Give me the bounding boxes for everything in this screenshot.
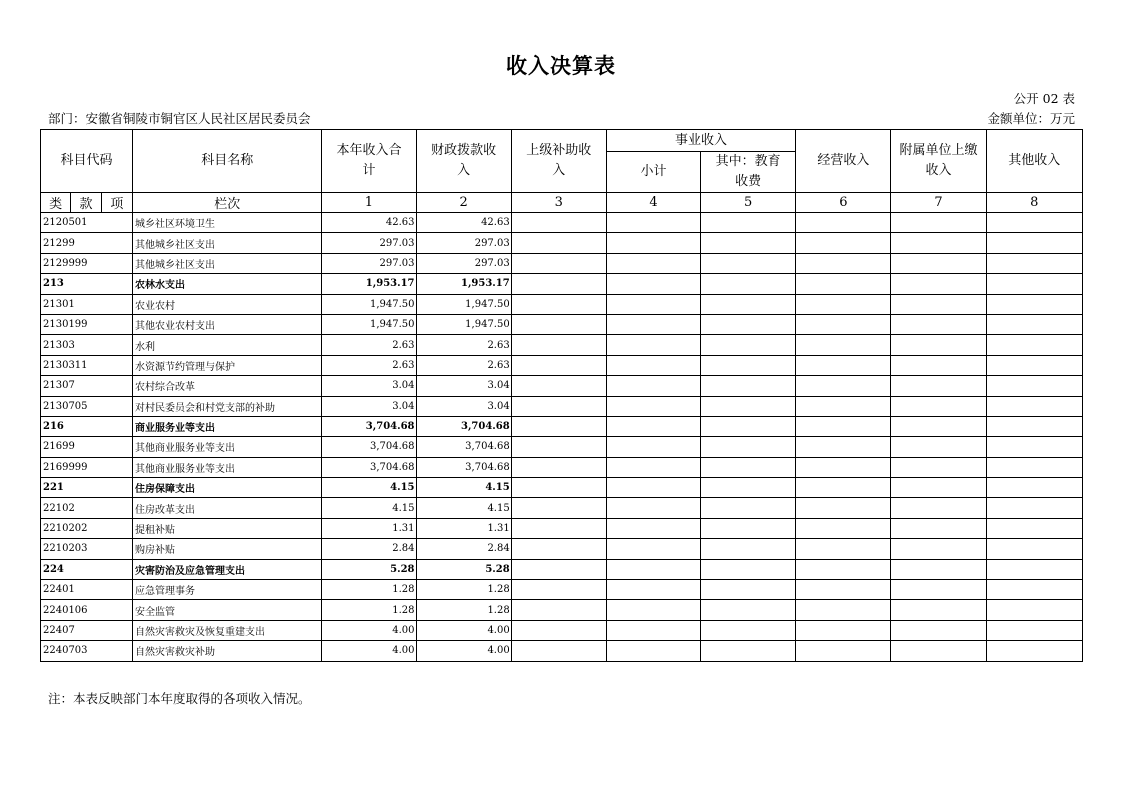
affiliated-income-cell <box>891 600 986 620</box>
superior-subsidy-cell <box>511 580 606 600</box>
total-income-cell: 1.31 <box>322 518 416 538</box>
other-income-cell <box>986 416 1082 436</box>
subject-code-cell: 213 <box>41 274 133 294</box>
education-fee-cell <box>701 213 796 233</box>
superior-subsidy-cell <box>511 314 606 334</box>
affiliated-income-cell <box>891 213 986 233</box>
total-income-cell: 4.15 <box>322 498 416 518</box>
table-row <box>41 314 1083 334</box>
subject-name-cell: 安全监管 <box>133 600 322 620</box>
header-subject-name: 科目名称 <box>133 130 322 193</box>
other-income-cell <box>986 478 1082 498</box>
operating-income-cell <box>796 213 891 233</box>
subject-name-cell: 农村综合改革 <box>133 376 322 396</box>
header-column-no: 栏次 <box>133 193 322 213</box>
business-subtotal-cell <box>606 437 700 457</box>
subject-name-cell: 其他商业服务业等支出 <box>133 457 322 477</box>
subject-name-cell: 城乡社区环境卫生 <box>133 213 322 233</box>
col-number: 1 <box>322 193 416 213</box>
other-income-cell <box>986 335 1082 355</box>
affiliated-income-cell <box>891 396 986 416</box>
fiscal-appropriation-cell: 4.00 <box>416 620 511 640</box>
affiliated-income-cell <box>891 498 986 518</box>
operating-income-cell <box>796 396 891 416</box>
total-income-cell: 5.28 <box>322 559 416 579</box>
header-fiscal-appropriation: 财政拨款收入 <box>416 130 511 193</box>
subject-code-cell: 2130705 <box>41 396 133 416</box>
superior-subsidy-cell <box>511 233 606 253</box>
total-income-cell: 1,947.50 <box>322 314 416 334</box>
affiliated-income-cell <box>891 559 986 579</box>
operating-income-cell <box>796 335 891 355</box>
superior-subsidy-cell <box>511 416 606 436</box>
business-subtotal-cell <box>606 416 700 436</box>
other-income-cell <box>986 518 1082 538</box>
education-fee-cell <box>701 314 796 334</box>
other-income-cell <box>986 274 1082 294</box>
total-income-cell: 3.04 <box>322 376 416 396</box>
income-table <box>40 129 1083 662</box>
fiscal-appropriation-cell: 3.04 <box>416 376 511 396</box>
table-row <box>41 518 1083 538</box>
subject-code-cell: 2210203 <box>41 539 133 559</box>
fiscal-appropriation-cell: 1.28 <box>416 580 511 600</box>
business-subtotal-cell <box>606 233 700 253</box>
education-fee-cell <box>701 518 796 538</box>
subject-code-cell: 2169999 <box>41 457 133 477</box>
table-row <box>41 213 1083 233</box>
col-number: 3 <box>511 193 606 213</box>
subject-name-cell: 其他农业农村支出 <box>133 314 322 334</box>
subject-code-cell: 21303 <box>41 335 133 355</box>
business-subtotal-cell <box>606 294 700 314</box>
total-income-cell: 4.00 <box>322 620 416 640</box>
affiliated-income-cell <box>891 274 986 294</box>
affiliated-income-cell <box>891 233 986 253</box>
total-income-cell: 3.04 <box>322 396 416 416</box>
affiliated-income-cell <box>891 641 986 661</box>
table-row <box>41 478 1083 498</box>
fiscal-appropriation-cell: 4.00 <box>416 641 511 661</box>
affiliated-income-cell <box>891 478 986 498</box>
header-item: 项 <box>101 193 132 213</box>
business-subtotal-cell <box>606 274 700 294</box>
business-subtotal-cell <box>606 620 700 640</box>
table-row <box>41 559 1083 579</box>
fiscal-appropriation-cell: 3,704.68 <box>416 457 511 477</box>
superior-subsidy-cell <box>511 274 606 294</box>
table-row <box>41 396 1083 416</box>
total-income-cell: 42.63 <box>322 213 416 233</box>
superior-subsidy-cell <box>511 539 606 559</box>
superior-subsidy-cell <box>511 396 606 416</box>
subject-name-cell: 自然灾害救灾补助 <box>133 641 322 661</box>
operating-income-cell <box>796 274 891 294</box>
other-income-cell <box>986 498 1082 518</box>
other-income-cell <box>986 253 1082 273</box>
header-superior-subsidy: 上级补助收入 <box>511 130 606 193</box>
fiscal-appropriation-cell: 4.15 <box>416 478 511 498</box>
affiliated-income-cell <box>891 437 986 457</box>
other-income-cell <box>986 355 1082 375</box>
education-fee-cell <box>701 457 796 477</box>
education-fee-cell <box>701 600 796 620</box>
operating-income-cell <box>796 376 891 396</box>
superior-subsidy-cell <box>511 457 606 477</box>
total-income-cell: 1.28 <box>322 580 416 600</box>
affiliated-income-cell <box>891 314 986 334</box>
other-income-cell <box>986 437 1082 457</box>
fiscal-appropriation-cell: 1,947.50 <box>416 294 511 314</box>
table-row <box>41 457 1083 477</box>
subject-name-cell: 应急管理事务 <box>133 580 322 600</box>
superior-subsidy-cell <box>511 620 606 640</box>
education-fee-cell <box>701 620 796 640</box>
subject-code-cell: 2129999 <box>41 253 133 273</box>
total-income-cell: 1.28 <box>322 600 416 620</box>
total-income-cell: 3,704.68 <box>322 437 416 457</box>
affiliated-income-cell <box>891 518 986 538</box>
total-income-cell: 3,704.68 <box>322 457 416 477</box>
operating-income-cell <box>796 580 891 600</box>
fiscal-appropriation-cell: 2.63 <box>416 355 511 375</box>
fiscal-appropriation-cell: 3.04 <box>416 396 511 416</box>
table-row <box>41 498 1083 518</box>
education-fee-cell <box>701 539 796 559</box>
header-section: 款 <box>71 193 101 213</box>
operating-income-cell <box>796 416 891 436</box>
operating-income-cell <box>796 478 891 498</box>
subject-code-cell: 2120501 <box>41 213 133 233</box>
total-income-cell: 1,953.17 <box>322 274 416 294</box>
table-row <box>41 355 1083 375</box>
page-title: 收入决算表 <box>506 54 616 78</box>
fiscal-appropriation-cell: 2.84 <box>416 539 511 559</box>
header-operating-income: 经营收入 <box>796 130 891 193</box>
education-fee-cell <box>701 335 796 355</box>
col-number: 2 <box>416 193 511 213</box>
subject-name-cell: 水资源节约管理与保护 <box>133 355 322 375</box>
table-row <box>41 437 1083 457</box>
other-income-cell <box>986 396 1082 416</box>
fiscal-appropriation-cell: 3,704.68 <box>416 437 511 457</box>
subject-code-cell: 21307 <box>41 376 133 396</box>
operating-income-cell <box>796 253 891 273</box>
fiscal-appropriation-cell: 5.28 <box>416 559 511 579</box>
fiscal-appropriation-cell: 1,947.50 <box>416 314 511 334</box>
business-subtotal-cell <box>606 355 700 375</box>
subject-code-cell: 221 <box>41 478 133 498</box>
business-subtotal-cell <box>606 213 700 233</box>
col-number: 4 <box>606 193 700 213</box>
table-row <box>41 294 1083 314</box>
affiliated-income-cell <box>891 335 986 355</box>
footnote: 注：本表反映部门本年度取得的各项收入情况。 <box>48 691 311 706</box>
operating-income-cell <box>796 314 891 334</box>
affiliated-income-cell <box>891 457 986 477</box>
superior-subsidy-cell <box>511 437 606 457</box>
subject-name-cell: 商业服务业等支出 <box>133 416 322 436</box>
fiscal-appropriation-cell: 1,953.17 <box>416 274 511 294</box>
affiliated-income-cell <box>891 253 986 273</box>
business-subtotal-cell <box>606 580 700 600</box>
subject-name-cell: 水利 <box>133 335 322 355</box>
business-subtotal-cell <box>606 559 700 579</box>
total-income-cell: 4.15 <box>322 478 416 498</box>
affiliated-income-cell <box>891 580 986 600</box>
col-number: 6 <box>796 193 891 213</box>
total-income-cell: 4.00 <box>322 641 416 661</box>
fiscal-appropriation-cell: 2.63 <box>416 335 511 355</box>
header-business-income: 事业收入 <box>606 130 795 152</box>
col-number: 8 <box>986 193 1082 213</box>
operating-income-cell <box>796 355 891 375</box>
business-subtotal-cell <box>606 396 700 416</box>
subject-code-cell: 2130311 <box>41 355 133 375</box>
total-income-cell: 297.03 <box>322 233 416 253</box>
superior-subsidy-cell <box>511 600 606 620</box>
business-subtotal-cell <box>606 478 700 498</box>
education-fee-cell <box>701 376 796 396</box>
subject-name-cell: 农林水支出 <box>133 274 322 294</box>
subject-name-cell: 对村民委员会和村党支部的补助 <box>133 396 322 416</box>
education-fee-cell <box>701 355 796 375</box>
affiliated-income-cell <box>891 294 986 314</box>
header-class: 类 <box>41 193 71 213</box>
total-income-cell: 297.03 <box>322 253 416 273</box>
subject-name-cell: 住房保障支出 <box>133 478 322 498</box>
subject-code-cell: 21301 <box>41 294 133 314</box>
total-income-cell: 2.63 <box>322 335 416 355</box>
superior-subsidy-cell <box>511 355 606 375</box>
operating-income-cell <box>796 294 891 314</box>
operating-income-cell <box>796 457 891 477</box>
subject-code-cell: 2240106 <box>41 600 133 620</box>
table-row <box>41 580 1083 600</box>
affiliated-income-cell <box>891 620 986 640</box>
operating-income-cell <box>796 539 891 559</box>
superior-subsidy-cell <box>511 518 606 538</box>
business-subtotal-cell <box>606 641 700 661</box>
education-fee-cell <box>701 437 796 457</box>
business-subtotal-cell <box>606 335 700 355</box>
subject-name-cell: 农业农村 <box>133 294 322 314</box>
other-income-cell <box>986 314 1082 334</box>
other-income-cell <box>986 641 1082 661</box>
other-income-cell <box>986 580 1082 600</box>
header-total-income: 本年收入合计 <box>322 130 416 193</box>
header-education-fee: 其中：教育收费 <box>701 152 796 193</box>
business-subtotal-cell <box>606 376 700 396</box>
fiscal-appropriation-cell: 3,704.68 <box>416 416 511 436</box>
col-number: 7 <box>891 193 986 213</box>
fiscal-appropriation-cell: 4.15 <box>416 498 511 518</box>
total-income-cell: 2.63 <box>322 355 416 375</box>
subject-code-cell: 224 <box>41 559 133 579</box>
other-income-cell <box>986 559 1082 579</box>
header-business-subtotal: 小计 <box>606 152 700 193</box>
business-subtotal-cell <box>606 314 700 334</box>
table-row <box>41 253 1083 273</box>
operating-income-cell <box>796 641 891 661</box>
subject-code-cell: 216 <box>41 416 133 436</box>
form-number: 公开 02 表 <box>1013 91 1075 106</box>
affiliated-income-cell <box>891 539 986 559</box>
col-number: 5 <box>701 193 796 213</box>
business-subtotal-cell <box>606 600 700 620</box>
header-affiliated-income: 附属单位上缴收入 <box>891 130 986 193</box>
business-subtotal-cell <box>606 539 700 559</box>
affiliated-income-cell <box>891 355 986 375</box>
superior-subsidy-cell <box>511 641 606 661</box>
subject-name-cell: 提租补贴 <box>133 518 322 538</box>
education-fee-cell <box>701 233 796 253</box>
education-fee-cell <box>701 478 796 498</box>
other-income-cell <box>986 620 1082 640</box>
subject-name-cell: 其他城乡社区支出 <box>133 233 322 253</box>
other-income-cell <box>986 294 1082 314</box>
operating-income-cell <box>796 600 891 620</box>
operating-income-cell <box>796 437 891 457</box>
table-row <box>41 620 1083 640</box>
superior-subsidy-cell <box>511 335 606 355</box>
fiscal-appropriation-cell: 297.03 <box>416 253 511 273</box>
other-income-cell <box>986 539 1082 559</box>
business-subtotal-cell <box>606 253 700 273</box>
fiscal-appropriation-cell: 1.28 <box>416 600 511 620</box>
subject-name-cell: 灾害防治及应急管理支出 <box>133 559 322 579</box>
education-fee-cell <box>701 498 796 518</box>
superior-subsidy-cell <box>511 294 606 314</box>
other-income-cell <box>986 233 1082 253</box>
business-subtotal-cell <box>606 518 700 538</box>
education-fee-cell <box>701 580 796 600</box>
superior-subsidy-cell <box>511 478 606 498</box>
fiscal-appropriation-cell: 1.31 <box>416 518 511 538</box>
operating-income-cell <box>796 233 891 253</box>
other-income-cell <box>986 213 1082 233</box>
table-row <box>41 233 1083 253</box>
table-row <box>41 376 1083 396</box>
table-row <box>41 335 1083 355</box>
superior-subsidy-cell <box>511 559 606 579</box>
education-fee-cell <box>701 396 796 416</box>
total-income-cell: 2.84 <box>322 539 416 559</box>
subject-code-cell: 22401 <box>41 580 133 600</box>
education-fee-cell <box>701 294 796 314</box>
total-income-cell: 1,947.50 <box>322 294 416 314</box>
total-income-cell: 3,704.68 <box>322 416 416 436</box>
business-subtotal-cell <box>606 457 700 477</box>
affiliated-income-cell <box>891 416 986 436</box>
subject-name-cell: 购房补贴 <box>133 539 322 559</box>
subject-code-cell: 22102 <box>41 498 133 518</box>
other-income-cell <box>986 376 1082 396</box>
subject-code-cell: 21299 <box>41 233 133 253</box>
subject-code-cell: 2130199 <box>41 314 133 334</box>
table-row <box>41 416 1083 436</box>
subject-name-cell: 其他商业服务业等支出 <box>133 437 322 457</box>
superior-subsidy-cell <box>511 376 606 396</box>
header-other-income: 其他收入 <box>986 130 1082 193</box>
fiscal-appropriation-cell: 297.03 <box>416 233 511 253</box>
subject-name-cell: 其他城乡社区支出 <box>133 253 322 273</box>
other-income-cell <box>986 600 1082 620</box>
subject-code-cell: 21699 <box>41 437 133 457</box>
table-row <box>41 600 1083 620</box>
table-row <box>41 539 1083 559</box>
table-row <box>41 274 1083 294</box>
education-fee-cell <box>701 559 796 579</box>
education-fee-cell <box>701 253 796 273</box>
superior-subsidy-cell <box>511 253 606 273</box>
operating-income-cell <box>796 498 891 518</box>
superior-subsidy-cell <box>511 498 606 518</box>
subject-code-cell: 2240703 <box>41 641 133 661</box>
operating-income-cell <box>796 620 891 640</box>
other-income-cell <box>986 457 1082 477</box>
superior-subsidy-cell <box>511 213 606 233</box>
amount-unit-label: 金额单位：万元 <box>987 111 1075 126</box>
education-fee-cell <box>701 641 796 661</box>
affiliated-income-cell <box>891 376 986 396</box>
operating-income-cell <box>796 518 891 538</box>
subject-name-cell: 住房改革支出 <box>133 498 322 518</box>
education-fee-cell <box>701 416 796 436</box>
department-label: 部门：安徽省铜陵市铜官区人民社区居民委员会 <box>48 111 311 126</box>
fiscal-appropriation-cell: 42.63 <box>416 213 511 233</box>
subject-code-cell: 2210202 <box>41 518 133 538</box>
operating-income-cell <box>796 559 891 579</box>
subject-code-cell: 22407 <box>41 620 133 640</box>
business-subtotal-cell <box>606 498 700 518</box>
table-row <box>41 641 1083 661</box>
education-fee-cell <box>701 274 796 294</box>
header-subject-code: 科目代码 <box>41 130 133 193</box>
subject-name-cell: 自然灾害救灾及恢复重建支出 <box>133 620 322 640</box>
